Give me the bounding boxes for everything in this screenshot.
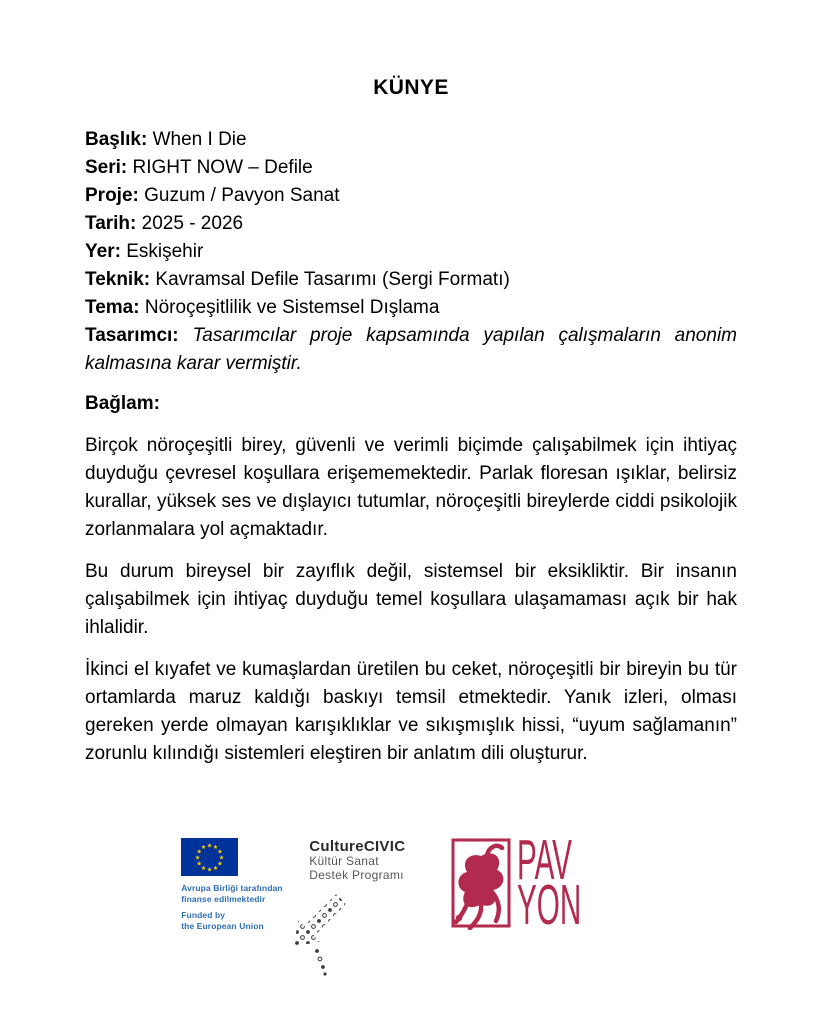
meta-label: Yer: xyxy=(85,241,121,262)
svg-text:★: ★ xyxy=(206,842,213,850)
svg-text:★: ★ xyxy=(196,860,203,868)
svg-text:★: ★ xyxy=(217,860,223,868)
meta-value: Eskişehir xyxy=(126,241,204,262)
meta-line-tasarimci xyxy=(85,322,737,378)
metadata-block xyxy=(85,126,737,378)
svg-text:★: ★ xyxy=(218,854,225,862)
meta-label: Proje: xyxy=(85,185,139,206)
meta-value: Kavramsal Defile Tasarımı (Sergi Formatı) xyxy=(155,269,510,290)
meta-value: Nöroçeşitlilik ve Sistemsel Dışlama xyxy=(144,297,440,318)
meta-value: Tasarımcılar proje kapsamında yapılan çalışmaların anonim kalmasına karar vermiştir. xyxy=(85,325,737,374)
page-title: KÜNYE xyxy=(373,76,449,99)
meta-value: RIGHT NOW – Defile xyxy=(132,157,313,178)
meta-label: Tema: xyxy=(85,297,140,318)
meta-line-baslik xyxy=(85,126,737,154)
eu-text-line: finanse edilmektedir xyxy=(181,893,266,904)
meta-line-tema xyxy=(85,294,737,322)
section-heading: Bağlam: xyxy=(85,393,160,414)
meta-line-teknik xyxy=(85,266,737,294)
eu-text-line: Avrupa Birliği tarafından xyxy=(181,883,283,893)
pavyon-wordmark-line: PAV xyxy=(517,828,573,892)
culturecivic-logo xyxy=(309,838,427,977)
pavyon-wordmark xyxy=(517,828,582,937)
meta-line-tarih xyxy=(85,210,737,238)
eu-text-line: Funded by xyxy=(181,910,226,920)
eu-flag-icon xyxy=(181,838,238,876)
svg-text:★: ★ xyxy=(212,864,219,872)
svg-text:★: ★ xyxy=(212,844,219,851)
culturecivic-subtitle: Destek Programı xyxy=(309,867,404,882)
eu-funding-text-turkish xyxy=(181,883,285,904)
meta-label: Tarih: xyxy=(85,213,137,234)
dotted-arrow-icon xyxy=(283,885,349,977)
svg-text:★: ★ xyxy=(200,844,207,851)
svg-text:★: ★ xyxy=(206,866,213,874)
meta-label: Başlık: xyxy=(85,129,148,150)
svg-text:★: ★ xyxy=(200,864,207,872)
eu-funding-text-english xyxy=(181,910,285,931)
meta-label: Tasarımcı: xyxy=(85,325,179,346)
meta-line-seri xyxy=(85,154,737,182)
body-paragraph: Birçok nöroçeşitli birey, güvenli ve verimli biçimde çalışabilmek için ihtiyaç duyduğu çevresel koşullara erişememektedir. Parlak floresan ışıklar, belirsiz kurallar, yüksek ses ve dışlayıcı tutumlar, nöroçeşitli bireylerde ciddi psikolojik zorlanmalara yol açmaktadır. xyxy=(85,435,737,540)
footer-logos xyxy=(85,828,737,977)
meta-value: 2025 - 2026 xyxy=(141,213,244,234)
eu-text-line: the European Union xyxy=(181,920,264,931)
culturecivic-subtitle: Kültür Sanat xyxy=(309,854,379,868)
pavyon-logo xyxy=(451,828,641,937)
svg-text:★: ★ xyxy=(196,848,203,856)
body-paragraph: İkinci el kıyafet ve kumaşlardan üretilen bu ceket, nöroçeşitli bir bireyin bu tür ortamlarda maruz kaldığı baskıyı temsil etmektedir. Yanık izleri, olması gereken yerde olmayan karışıklıklar ve sıkışmışlık hissi, “uyum sağlamanın” zorunlu kılındığı sistemleri eleştiren bir anlatım dili oluşturur. xyxy=(85,659,737,764)
pavyon-wordmark-line: YON xyxy=(517,873,582,937)
svg-text:★: ★ xyxy=(217,848,223,856)
body-paragraph: Bu durum bireysel bir zayıflık değil, sistemsel bir eksikliktir. Bir insanın çalışabilmek için ihtiyaç duyduğu temel koşullara ulaşamaması açık bir hak ihlalidir. xyxy=(85,561,737,638)
culturecivic-name: CultureCIVIC xyxy=(309,838,406,855)
meta-value: When I Die xyxy=(152,129,247,150)
meta-value: Guzum / Pavyon Sanat xyxy=(144,185,340,206)
meta-line-proje xyxy=(85,182,737,210)
meta-label: Teknik: xyxy=(85,269,151,290)
octopus-mark-icon xyxy=(451,838,513,930)
svg-text:★: ★ xyxy=(194,854,201,862)
meta-line-yer xyxy=(85,238,737,266)
meta-label: Seri: xyxy=(85,157,128,178)
eu-funding-logo xyxy=(181,838,285,931)
